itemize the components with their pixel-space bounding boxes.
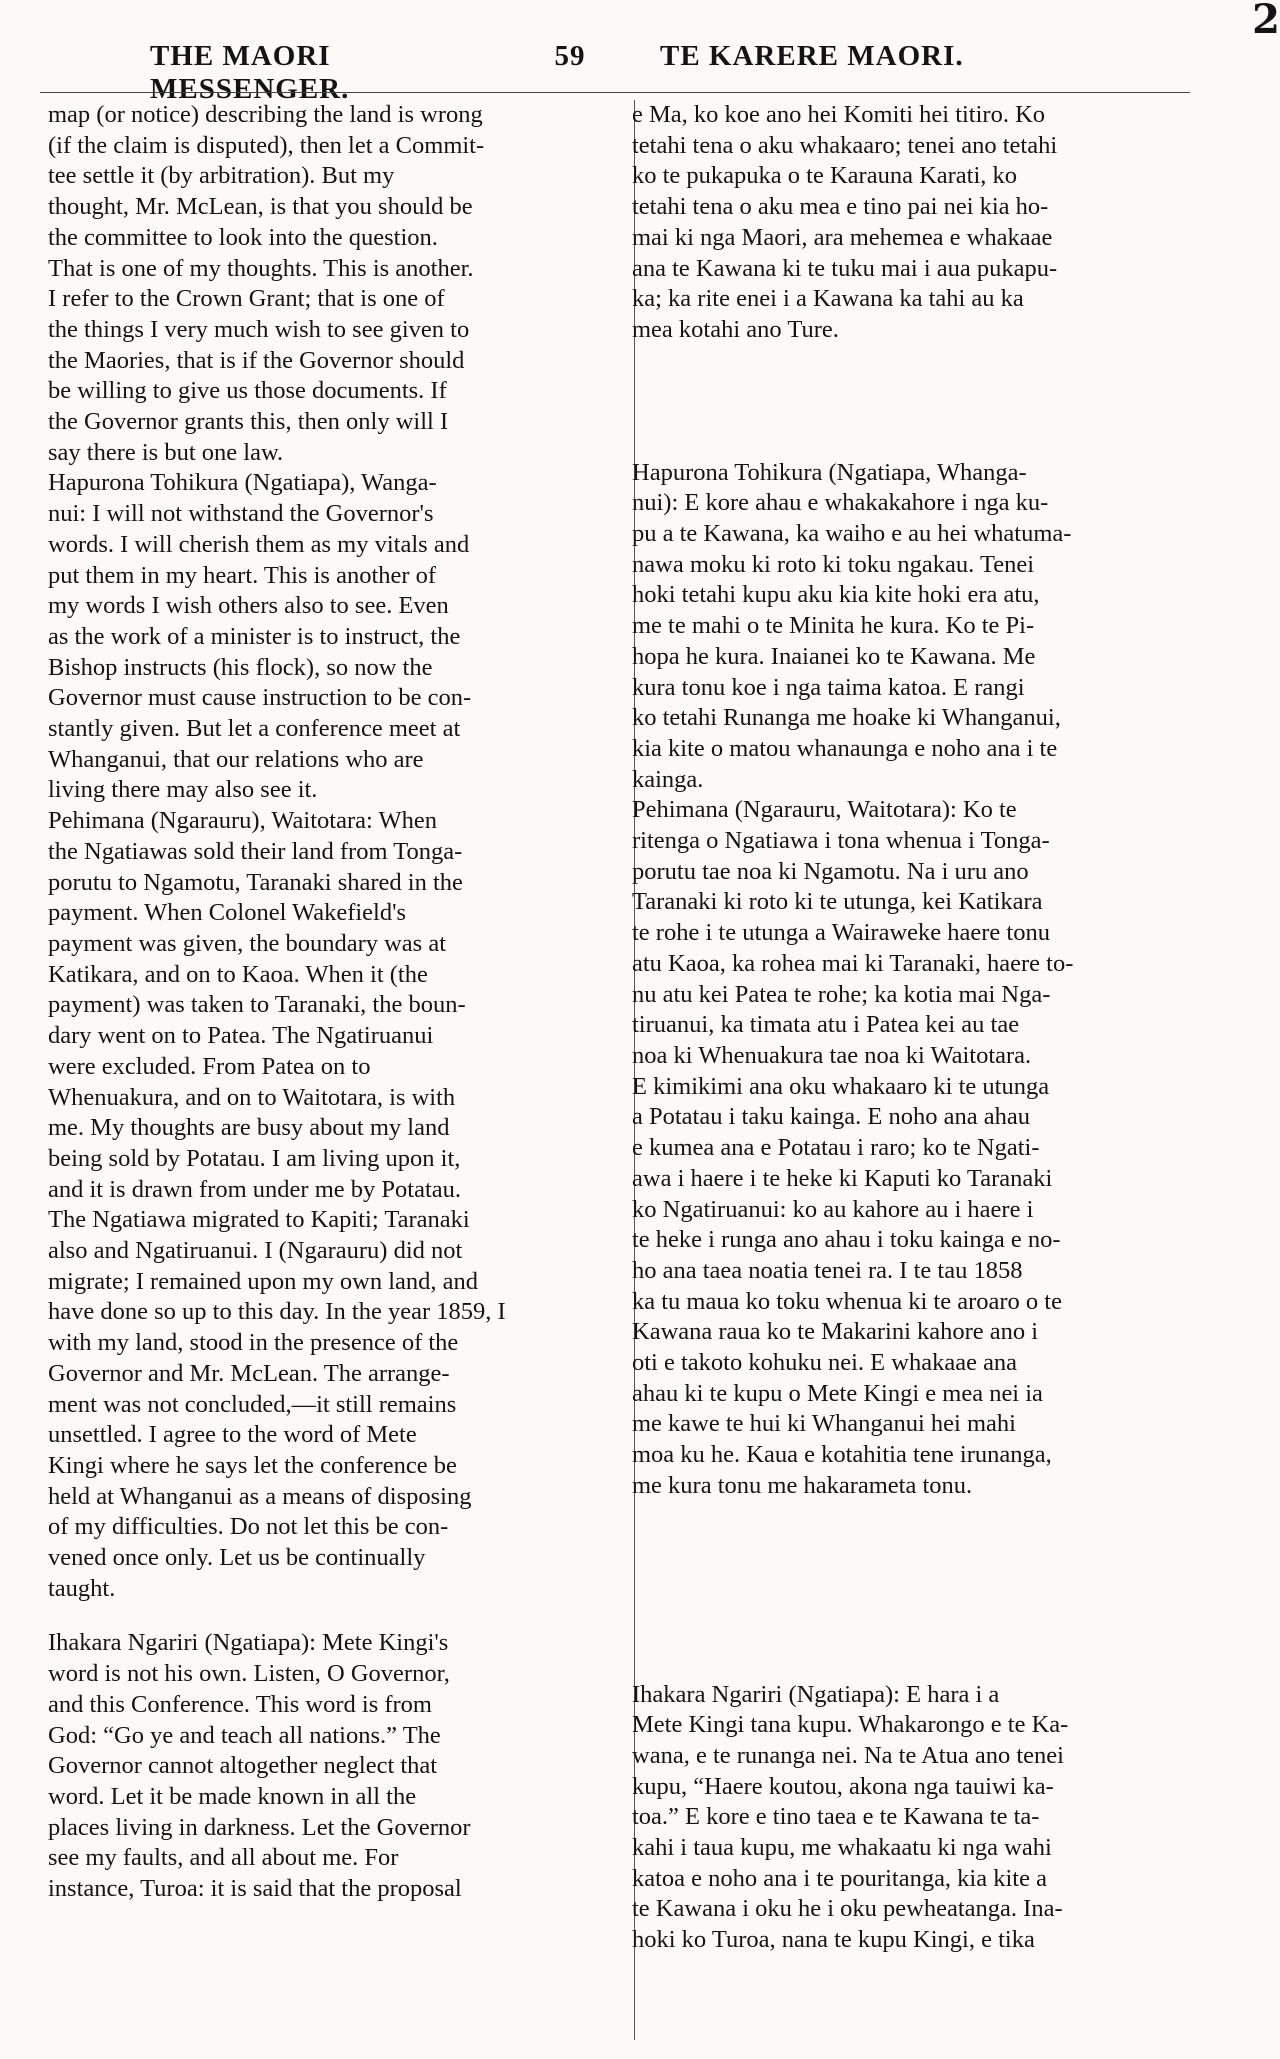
maori-paragraph-hapurona: Hapurona Tohikura (Ngatiapa, Whanga- nui): E kore ahau e whakakahore i nga ku- pu a te Kawana, ka waiho e au hei whatuma- nawa moku ki roto ki toku ngakau. Tenei hoki tetahi kupu aku kia kite hoki era atu, me te mahi o te Minita he kura. Ko te Pi- hopa he kura. Inaianei ko te Kawana. Me kura tonu koe i nga taima katoa. E rangi ko tetahi Runanga me hoake ki Whanganui, kia kite o matou whanaunga e noho ana i te kainga. [632,458,1072,793]
maori-paragraph-pehimana: Pehimana (Ngarauru, Waitotara): Ko te ritenga o Ngatiawa i tona whenua i Tonga- porutu tae noa ki Ngamotu. Na i uru ano Taranaki ki roto ki te utunga, kei Katikara te rohe i te utunga a Wairaweke haere tonu atu Kaoa, ka rohea mai ki Taranaki, haere to- nu atu kei Patea te rohe; ka kotia mai Nga- tiruanui, ka timata atu i Patea kei au tae noa ki Whenuakura tae noa ki Waitotara. E kimikimi ana oku whakaaro ki te utunga a Potatau i taku kainga. E noho ana ahau e kumea ana e Potatau i raro; ko te Ngati- awa i haere i te heke ki Kaputi ko Taranaki ko Ngatiruanui: ko au kahore au i haere i te heke i runga ano ahau i toku kainga e no- ho ana taea noatia tenei ra. I te tau 1858 ka tu maua ko toku whenua ki te aroaro o te Kawana raua ko te Makarini kahore ano i oti e takoto kohuku nei. E whakaae ana ahau ki te kupu o Mete Kingi e mea nei ia me kawe te hui ki Whanganui hei mahi moa ku he. Kaua e kotahitia tene irunanga, me kura tonu me hakarameta tonu. [632,796,1074,1499]
maori-column [632,100,1184,1956]
running-head [40,40,1100,105]
english-paragraph-hapurona: Hapurona Tohikura (Ngatiapa), Wanga- nui: I will not withstand the Governor's words. I will cherish them as my vitals and put them in my heart. This is another of my words I wish others also to see. Even as the work of a minister is to instruct, the Bishop instructs (his flock), so now the Governor must cause instruction to be con- stantly given. But let a conference meet at Whanganui, that our relations who are living there may also see it. [48,469,472,804]
maori-paragraph-ihakara: Ihakara Ngariri (Ngatiapa): E hara i a Mete Kingi tana kupu. Whakarongo e te Ka- wana, e te runanga nei. Na te Atua ano tenei kupu, “Haere koutou, akona nga tauiwi ka- toa.” E kore e tino taea e te Kawana te ta- kahi i taua kupu, me whakaatu ki nga wahi katoa e noho ana i te pouritanga, kia kite a te Kawana i oku he i oku pewheatanga. Ina- hoki ko Turoa, nana te kupu Kingi, e tika [632,1680,1069,1954]
page-corner-mark: 2 [1252,0,1280,43]
header-rule [40,92,1190,93]
maori-paragraph-continuation: e Ma, ko koe ano hei Komiti hei titiro. Ko tetahi tena o aku whakaaro; tenei ano tetahi ko te pukapuka o te Karauna Karati, ko tetahi tena o aku mea e tino pai nei kia ho- mai ki nga Maori, ara mehemea e whakaae ana te Kawana ki te tuku mai i aua pukapu- ka; ka rite enei i a Kawana ka tahi au ka mea kotahi ano Ture. [632,101,1058,343]
english-paragraph-pehimana: Pehimana (Ngarauru), Waitotara: When the Ngatiawas sold their land from Tonga- porutu to Ngamotu, Taranaki shared in the payment. When Colonel Wakefield's payment was given, the boundary was at Katikara, and on to Kaoa. When it (the payment) was taken to Taranaki, the boun- dary went on to Patea. The Ngatiruanui were excluded. From Patea on to Whenuakura, and on to Waitotara, is with me. My thoughts are busy about my land being sold by Potatau. I am living upon it, and it is drawn from under me by Potatau. The Ngatiawa migrated to Kapiti; Taranaki also and Ngatiruanui. I (Ngarauru) did not migrate; I remained upon my own land, and have done so up to this day. In the year 1859, I with my land, stood in the presence of the Governor and Mr. McLean. The arrange- ment was not concluded,—it still remains unsettled. I agree to the word of Mete Kingi where he says let the conference be held at Whanganui as a means of disposing of my difficulties. Do not let this be con- vened once only. Let us be continually taught. [48,807,506,1602]
english-paragraph-ihakara: Ihakara Ngariri (Ngatiapa): Mete Kingi's word is not his own. Listen, O Governor, and this Conference. This word is from God: “Go ye and teach all nations.” The Governor cannot altogether neglect that word. Let it be made known in all the places living in darkness. Let the Governor see my faults, and all about me. For instance, Turoa: it is said that the proposal [48,1629,471,1903]
page-number: 59 [554,40,586,72]
english-paragraph-continuation: map (or notice) describing the land is wrong (if the claim is disputed), then let a Commit- tee settle it (by arbitration). But my thought, Mr. McLean, is that you should be the committee to look into the question. That is one of my thoughts. This is another. I refer to the Crown Grant; that is one of the things I very much wish to see given to the Maories, that is if the Governor should be willing to give us those documents. If the Governor grants this, then only will I say there is but one law. [48,101,485,466]
running-head-maori-title: TE KARERE MAORI. [660,40,964,72]
english-column [48,100,634,1905]
running-head-english-title: THE MAORI MESSENGER. [150,40,350,105]
